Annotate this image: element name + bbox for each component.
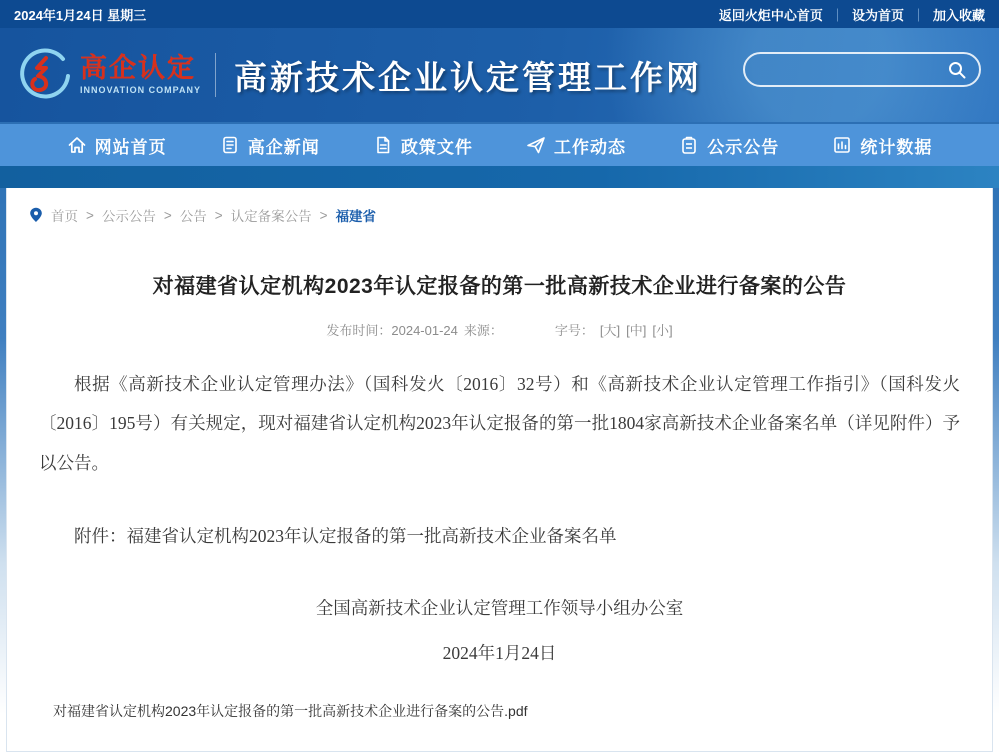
- nav-label: 统计数据: [860, 137, 933, 157]
- breadcrumb-separator: >: [214, 207, 223, 223]
- topbar-divider: ｜: [911, 7, 925, 23]
- publish-time: 发布时间：2024-01-24: [326, 323, 458, 338]
- sign-date: 2024年1月24日: [442, 642, 557, 663]
- chart-icon: [832, 135, 852, 155]
- nav-label: 网站首页: [94, 137, 167, 157]
- breadcrumb-fujian[interactable]: 福建省: [335, 209, 377, 224]
- search-icon: [947, 60, 967, 80]
- nav-item-statistics[interactable]: [832, 133, 932, 158]
- source-label: 来源：: [463, 323, 503, 338]
- add-favorite-link[interactable]: 加入收藏: [932, 7, 985, 23]
- nav-item-home[interactable]: [67, 133, 167, 158]
- site-header: [0, 28, 999, 122]
- breadcrumb-separator: >: [86, 207, 94, 223]
- breadcrumb-notice[interactable]: 公告: [179, 209, 207, 224]
- nav-label: 高企新闻: [247, 137, 320, 157]
- search-button[interactable]: [945, 58, 969, 82]
- fontsize-large-button[interactable]: [大]: [599, 323, 621, 338]
- content-card: [6, 188, 993, 752]
- policy-doc-icon: [373, 135, 393, 155]
- breadcrumb-home[interactable]: 首页: [51, 209, 78, 224]
- clipboard-icon: [679, 135, 699, 155]
- nav-label: 工作动态: [554, 137, 627, 157]
- logo-english-name: INNOVATION COMPANY: [80, 85, 201, 95]
- article-body: [39, 365, 960, 673]
- top-utility-bar: [0, 0, 999, 28]
- attachment-line: 附件：福建省认定机构2023年认定报备的第一批高新技术企业备案名单: [74, 526, 617, 547]
- paper-plane-icon: [526, 135, 546, 155]
- article-paragraph: 根据《高新技术企业认定管理办法》（国科发火〔2016〕32号）和《高新技术企业认定管理工作指引》（国科发火〔2016〕195号）有关规定，现对福建省认定机构2023年认定报备的第一批1804家高新技术企业备案名单（详见附件）予以公告。: [39, 374, 960, 473]
- article-meta: [39, 320, 960, 339]
- site-title: 高新技术企业认定管理工作网: [234, 60, 702, 97]
- nav-label: 公示公告: [707, 137, 780, 157]
- back-to-torch-home-link[interactable]: 返回火炬中心首页: [718, 7, 823, 23]
- topbar-links: [719, 5, 985, 24]
- logo-swirl-icon: [16, 46, 74, 104]
- search-box: [743, 52, 981, 87]
- nav-item-work-updates[interactable]: [526, 133, 626, 158]
- breadcrumb-announcements[interactable]: 公示公告: [101, 209, 156, 224]
- current-date: 2024年1月24日 星期三: [14, 7, 147, 23]
- logo-chinese-name: 高企认定: [80, 55, 201, 82]
- signer-org: 全国高新技术企业认定管理工作领导小组办公室: [315, 597, 684, 618]
- nav-label: 政策文件: [400, 137, 473, 157]
- header-separator: [215, 53, 216, 97]
- breadcrumb: [7, 188, 992, 238]
- search-area: [743, 52, 981, 87]
- attachment-pdf-link[interactable]: 对福建省认定机构2023年认定报备的第一批高新技术企业进行备案的公告.pdf: [53, 703, 528, 720]
- nav-item-announcements[interactable]: [679, 133, 779, 158]
- news-icon: [220, 135, 240, 155]
- article-title: 对福建省认定机构2023年认定报备的第一批高新技术企业进行备案的公告: [152, 275, 847, 298]
- topbar-divider: ｜: [830, 7, 844, 23]
- home-icon: [67, 135, 87, 155]
- logo-text: [80, 55, 201, 95]
- nav-item-news[interactable]: [220, 133, 320, 158]
- site-logo[interactable]: [16, 46, 201, 104]
- breadcrumb-separator: >: [163, 207, 172, 223]
- breadcrumb-filing-notice[interactable]: 认定备案公告: [230, 209, 312, 224]
- fontsize-small-button[interactable]: [小]: [652, 323, 673, 338]
- main-nav: [0, 122, 999, 166]
- set-homepage-link[interactable]: 设为首页: [851, 7, 904, 23]
- search-input[interactable]: [761, 62, 945, 78]
- fontsize-medium-button[interactable]: [中]: [626, 323, 647, 338]
- fontsize-label: 字号：: [554, 323, 594, 338]
- article: [7, 270, 992, 721]
- nav-item-policy[interactable]: [373, 133, 473, 158]
- decor-strip: [0, 166, 999, 188]
- breadcrumb-separator: >: [319, 207, 328, 223]
- location-pin-icon: [29, 207, 43, 223]
